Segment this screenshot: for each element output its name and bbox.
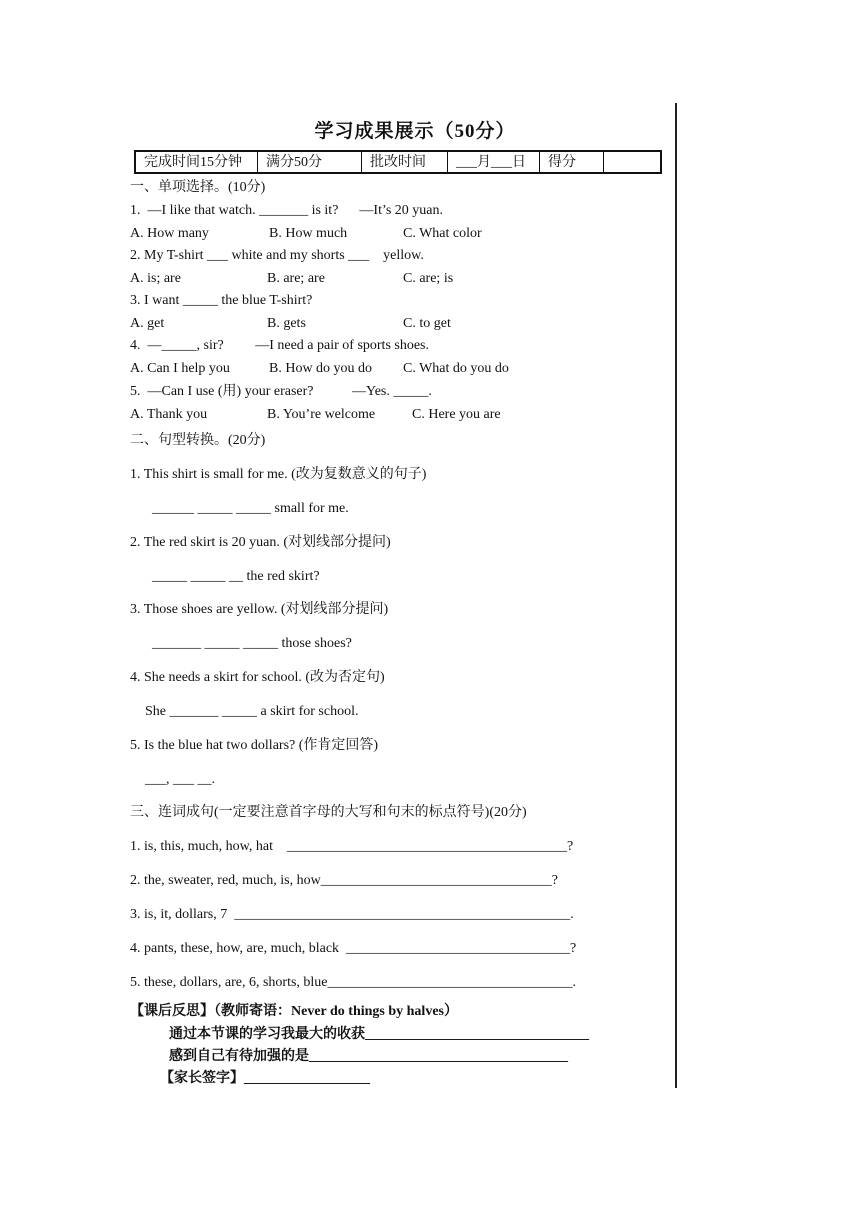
info-full-score: 满分50分: [258, 152, 362, 172]
s1-q3-option-a: A. get: [130, 316, 165, 331]
s1-q2-option-b: B. are; are: [267, 271, 325, 286]
page-title: 学习成果展示（50分）: [314, 121, 516, 142]
s2-q2-answer: _____ _____ __ the red skirt?: [152, 569, 320, 584]
s3-q3: 3. is, it, dollars, 7 ________________________________________________.: [130, 907, 574, 922]
s3-q1: 1. is, this, much, how, hat ________________________________________?: [130, 839, 574, 854]
section2-heading: 二、句型转换。(20分): [130, 433, 266, 448]
s1-q4-option-c: C. What do you do: [403, 361, 509, 376]
s2-q5: 5. Is the blue hat two dollars? (作肯定回答): [130, 738, 379, 753]
section3-heading: 三、连词成句(一定要注意首字母的大写和句末的标点符号)(20分): [130, 805, 527, 820]
s1-q4: 4. —_____, sir? —I need a pair of sports shoes.: [130, 338, 430, 353]
s1-q4-option-b: B. How do you do: [269, 361, 373, 376]
s1-q5: 5. —Can I use (用) your eraser? —Yes. _____.: [130, 384, 432, 399]
s1-q1: 1. —I like that watch. _______ is it? —It’s 20 yuan.: [130, 203, 444, 218]
reflection-improve-line: 感到自己有待加强的是_____________________________________: [169, 1049, 568, 1064]
s2-q5-answer: ___, ___ __.: [145, 772, 215, 787]
section1-heading: 一、单项选择。(10分): [130, 180, 266, 195]
score-info-table: [134, 150, 662, 174]
s2-q4-answer: She _______ _____ a skirt for school.: [145, 704, 359, 719]
s1-q5-option-a: A. Thank you: [130, 407, 208, 422]
s1-q5-option-b: B. You’re welcome: [267, 407, 376, 422]
margin-rule: [675, 103, 677, 1088]
s2-q3: 3. Those shoes are yellow. (对划线部分提问): [130, 602, 389, 617]
s3-q2: 2. the, sweater, red, much, is, how_________________________________?: [130, 873, 558, 888]
s2-q2: 2. The red skirt is 20 yuan. (对划线部分提问): [130, 535, 391, 550]
info-score-label: 得分: [540, 152, 604, 172]
info-score-value[interactable]: [604, 152, 660, 172]
s1-q1-option-a: A. How many: [130, 226, 209, 241]
s1-q1-option-b: B. How much: [269, 226, 348, 241]
s1-q2-option-c: C. are; is: [403, 271, 454, 286]
info-date: ___月___日: [448, 152, 540, 172]
s1-q3-option-b: B. gets: [267, 316, 306, 331]
s3-q4: 4. pants, these, how, are, much, black ________________________________?: [130, 941, 577, 956]
reflection-heading: 【课后反思】（教师寄语：Never do things by halves）: [130, 1004, 458, 1019]
s3-q5: 5. these, dollars, are, 6, shorts, blue___________________________________.: [130, 975, 577, 990]
s2-q1-answer: ______ _____ _____ small for me.: [152, 501, 349, 516]
s1-q1-option-c: C. What color: [403, 226, 482, 241]
s1-q5-option-c: C. Here you are: [412, 407, 501, 422]
s1-q2-option-a: A. is; are: [130, 271, 181, 286]
s2-q4: 4. She needs a skirt for school. (改为否定句): [130, 670, 385, 685]
s1-q3: 3. I want _____ the blue T-shirt?: [130, 293, 313, 308]
s1-q3-option-c: C. to get: [403, 316, 451, 331]
reflection-gain-line: 通过本节课的学习我最大的收获________________________________: [169, 1027, 589, 1042]
info-time-limit: 完成时间15分钟: [136, 152, 258, 172]
s1-q2: 2. My T-shirt ___ white and my shorts ___ yellow.: [130, 248, 424, 263]
s2-q1: 1. This shirt is small for me. (改为复数意义的句子): [130, 467, 427, 482]
parent-signature-line: 【家长签字】__________________: [160, 1071, 370, 1086]
info-grading-time: 批改时间: [362, 152, 448, 172]
s1-q4-option-a: A. Can I help you: [130, 361, 230, 376]
s2-q3-answer: _______ _____ _____ those shoes?: [152, 636, 352, 651]
